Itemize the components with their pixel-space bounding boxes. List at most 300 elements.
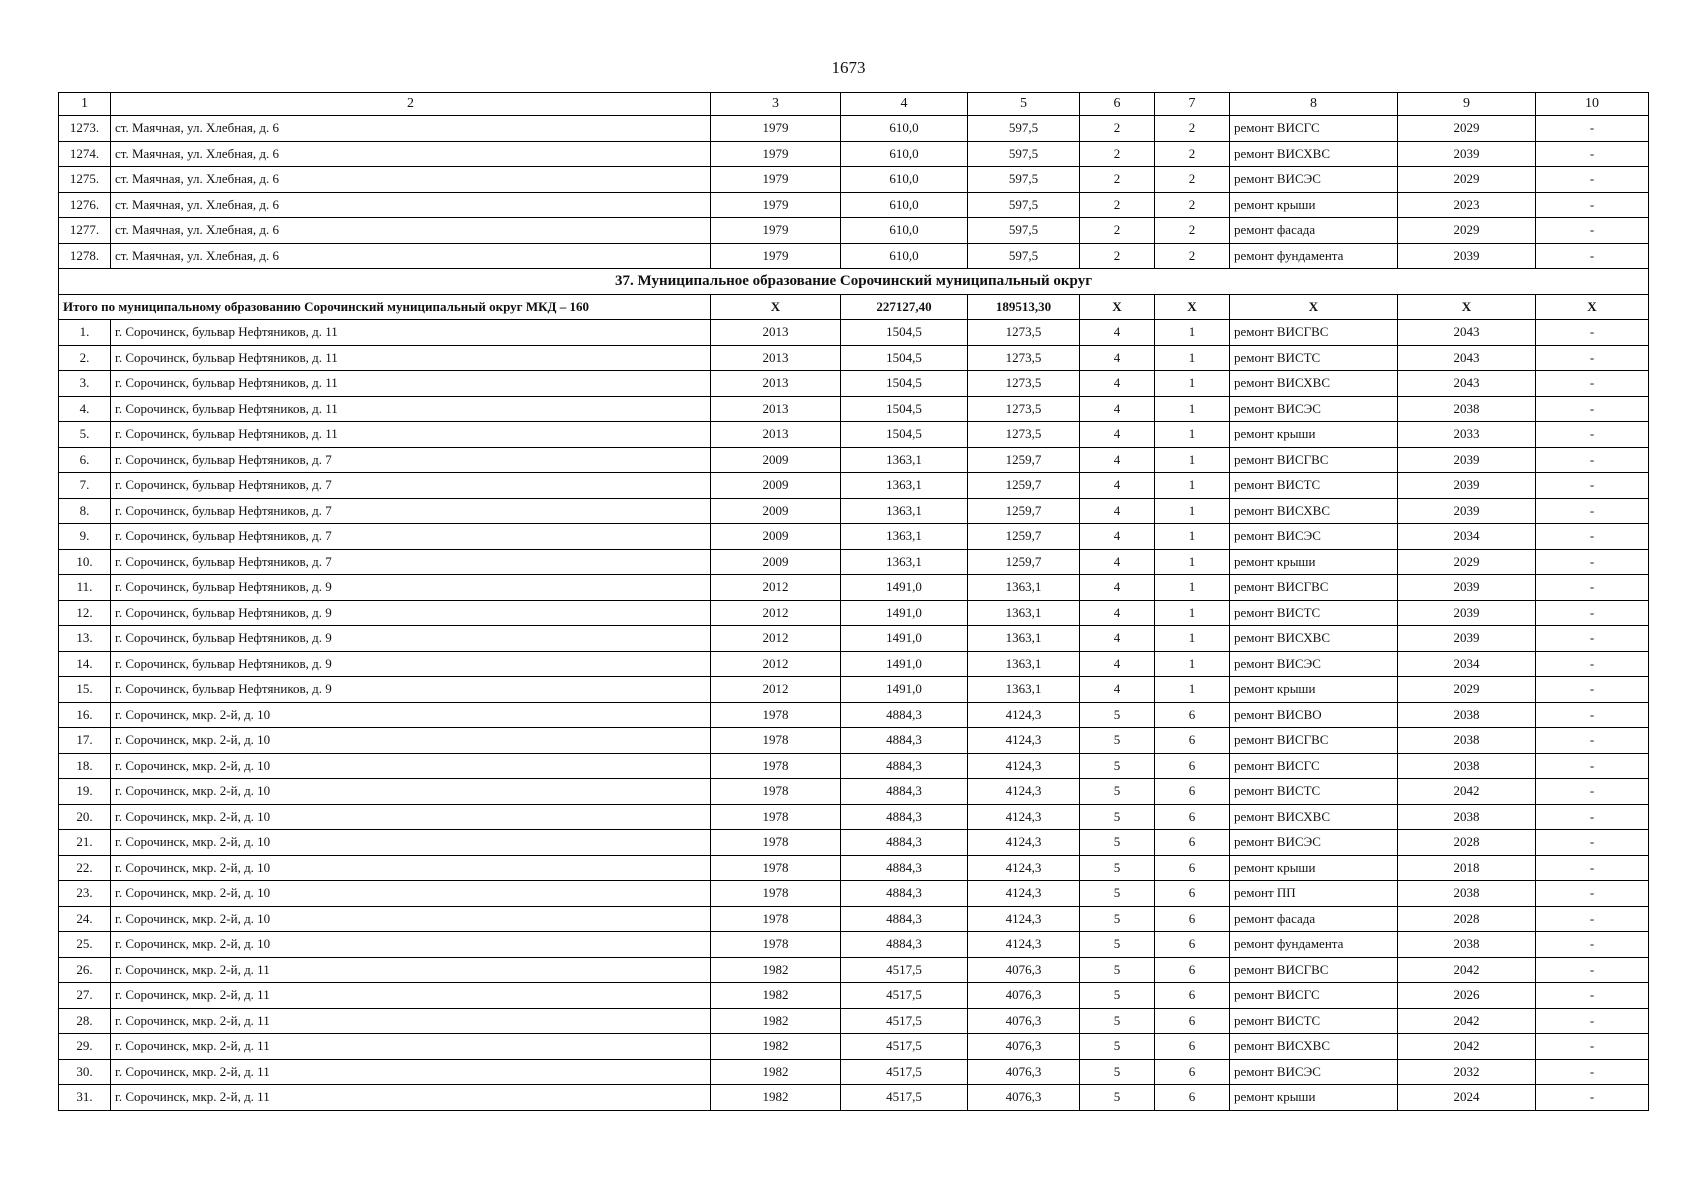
total-label-cell: Итого по муниципальному образованию Сорочинский муниципальный округ МКД – 160	[59, 294, 711, 320]
planned-year-cell: 2029	[1398, 677, 1536, 703]
table-row	[59, 1059, 1649, 1085]
column-header: 6	[1080, 93, 1155, 116]
total-entrances-cell: Х	[1155, 294, 1230, 320]
note-cell: -	[1536, 626, 1649, 652]
note-cell: -	[1536, 600, 1649, 626]
table-row	[59, 957, 1649, 983]
row-number-cell: 28.	[59, 1008, 111, 1034]
living-area-cell: 1363,1	[968, 651, 1080, 677]
planned-year-cell: 2043	[1398, 371, 1536, 397]
address-cell: г. Сорочинск, мкр. 2-й, д. 11	[111, 1059, 711, 1085]
table-row	[59, 549, 1649, 575]
address-cell: г. Сорочинск, бульвар Нефтяников, д. 11	[111, 371, 711, 397]
living-area-cell: 4076,3	[968, 957, 1080, 983]
entrances-cell: 6	[1155, 753, 1230, 779]
entrances-cell: 2	[1155, 218, 1230, 244]
living-area-cell: 4124,3	[968, 804, 1080, 830]
year-built-cell: 2013	[711, 371, 841, 397]
address-cell: г. Сорочинск, бульвар Нефтяников, д. 11	[111, 396, 711, 422]
living-area-cell: 4124,3	[968, 728, 1080, 754]
total-area-cell: 1504,5	[841, 320, 968, 346]
note-cell: -	[1536, 677, 1649, 703]
living-area-cell: 1273,5	[968, 345, 1080, 371]
planned-year-cell: 2028	[1398, 830, 1536, 856]
table-row	[59, 498, 1649, 524]
note-cell: -	[1536, 1085, 1649, 1111]
floors-cell: 5	[1080, 779, 1155, 805]
year-built-cell: 2009	[711, 473, 841, 499]
note-cell: -	[1536, 830, 1649, 856]
total-area-cell: 610,0	[841, 192, 968, 218]
entrances-cell: 6	[1155, 881, 1230, 907]
total-living-area-cell: 189513,30	[968, 294, 1080, 320]
entrances-cell: 2	[1155, 192, 1230, 218]
address-cell: г. Сорочинск, бульвар Нефтяников, д. 9	[111, 677, 711, 703]
entrances-cell: 6	[1155, 1034, 1230, 1060]
address-cell: г. Сорочинск, мкр. 2-й, д. 11	[111, 957, 711, 983]
floors-cell: 4	[1080, 651, 1155, 677]
entrances-cell: 6	[1155, 830, 1230, 856]
entrances-cell: 1	[1155, 422, 1230, 448]
living-area-cell: 1273,5	[968, 422, 1080, 448]
row-number-cell: 22.	[59, 855, 111, 881]
table-row	[59, 830, 1649, 856]
floors-cell: 4	[1080, 447, 1155, 473]
planned-year-cell: 2038	[1398, 396, 1536, 422]
address-cell: г. Сорочинск, мкр. 2-й, д. 10	[111, 804, 711, 830]
total-floors-cell: Х	[1080, 294, 1155, 320]
year-built-cell: 1979	[711, 243, 841, 269]
total-area-cell: 1363,1	[841, 447, 968, 473]
address-cell: г. Сорочинск, мкр. 2-й, д. 11	[111, 1034, 711, 1060]
note-cell: -	[1536, 855, 1649, 881]
floors-cell: 5	[1080, 983, 1155, 1009]
table-row	[59, 881, 1649, 907]
year-built-cell: 1982	[711, 1034, 841, 1060]
work-type-cell: ремонт ВИСХВС	[1230, 371, 1398, 397]
floors-cell: 5	[1080, 830, 1155, 856]
entrances-cell: 1	[1155, 651, 1230, 677]
living-area-cell: 4124,3	[968, 830, 1080, 856]
entrances-cell: 1	[1155, 677, 1230, 703]
column-number-header-row	[59, 93, 1649, 116]
work-type-cell: ремонт крыши	[1230, 192, 1398, 218]
year-built-cell: 2009	[711, 447, 841, 473]
living-area-cell: 4076,3	[968, 1085, 1080, 1111]
table-row	[59, 167, 1649, 193]
row-number-cell: 1274.	[59, 141, 111, 167]
row-number-cell: 11.	[59, 575, 111, 601]
work-type-cell: ремонт крыши	[1230, 677, 1398, 703]
address-cell: ст. Маячная, ул. Хлебная, д. 6	[111, 141, 711, 167]
total-area-cell: 4517,5	[841, 1008, 968, 1034]
planned-year-cell: 2024	[1398, 1085, 1536, 1111]
address-cell: г. Сорочинск, мкр. 2-й, д. 11	[111, 1008, 711, 1034]
living-area-cell: 1259,7	[968, 524, 1080, 550]
address-cell: ст. Маячная, ул. Хлебная, д. 6	[111, 116, 711, 142]
total-area-cell: 1504,5	[841, 396, 968, 422]
living-area-cell: 4076,3	[968, 1059, 1080, 1085]
note-cell: -	[1536, 779, 1649, 805]
living-area-cell: 1273,5	[968, 396, 1080, 422]
note-cell: -	[1536, 524, 1649, 550]
floors-cell: 4	[1080, 575, 1155, 601]
total-area-cell: 1504,5	[841, 345, 968, 371]
work-type-cell: ремонт крыши	[1230, 855, 1398, 881]
entrances-cell: 6	[1155, 702, 1230, 728]
entrances-cell: 1	[1155, 600, 1230, 626]
entrances-cell: 1	[1155, 549, 1230, 575]
row-number-cell: 29.	[59, 1034, 111, 1060]
total-area-cell: 4884,3	[841, 753, 968, 779]
address-cell: ст. Маячная, ул. Хлебная, д. 6	[111, 192, 711, 218]
row-number-cell: 23.	[59, 881, 111, 907]
living-area-cell: 1363,1	[968, 677, 1080, 703]
table-row	[59, 447, 1649, 473]
total-area-cell: 1491,0	[841, 626, 968, 652]
year-built-cell: 2009	[711, 524, 841, 550]
total-planned-year-cell: Х	[1398, 294, 1536, 320]
year-built-cell: 1979	[711, 116, 841, 142]
living-area-cell: 1273,5	[968, 320, 1080, 346]
row-number-cell: 20.	[59, 804, 111, 830]
work-type-cell: ремонт крыши	[1230, 549, 1398, 575]
work-type-cell: ремонт фундамента	[1230, 932, 1398, 958]
address-cell: г. Сорочинск, бульвар Нефтяников, д. 7	[111, 473, 711, 499]
note-cell: -	[1536, 932, 1649, 958]
floors-cell: 5	[1080, 855, 1155, 881]
row-number-cell: 1278.	[59, 243, 111, 269]
planned-year-cell: 2039	[1398, 626, 1536, 652]
year-built-cell: 1979	[711, 167, 841, 193]
floors-cell: 5	[1080, 906, 1155, 932]
entrances-cell: 1	[1155, 396, 1230, 422]
column-header: 10	[1536, 93, 1649, 116]
year-built-cell: 1978	[711, 728, 841, 754]
row-number-cell: 21.	[59, 830, 111, 856]
floors-cell: 5	[1080, 1034, 1155, 1060]
work-type-cell: ремонт фундамента	[1230, 243, 1398, 269]
work-type-cell: ремонт ВИСЭС	[1230, 1059, 1398, 1085]
address-cell: ст. Маячная, ул. Хлебная, д. 6	[111, 167, 711, 193]
column-header: 8	[1230, 93, 1398, 116]
note-cell: -	[1536, 549, 1649, 575]
table-row	[59, 677, 1649, 703]
year-built-cell: 1978	[711, 830, 841, 856]
table-row	[59, 779, 1649, 805]
row-number-cell: 6.	[59, 447, 111, 473]
planned-year-cell: 2029	[1398, 549, 1536, 575]
address-cell: ст. Маячная, ул. Хлебная, д. 6	[111, 243, 711, 269]
repair-register-table	[58, 92, 1649, 1111]
entrances-cell: 1	[1155, 498, 1230, 524]
floors-cell: 5	[1080, 1085, 1155, 1111]
row-number-cell: 14.	[59, 651, 111, 677]
planned-year-cell: 2042	[1398, 957, 1536, 983]
entrances-cell: 6	[1155, 779, 1230, 805]
floors-cell: 5	[1080, 1059, 1155, 1085]
row-number-cell: 15.	[59, 677, 111, 703]
note-cell: -	[1536, 702, 1649, 728]
floors-cell: 5	[1080, 804, 1155, 830]
living-area-cell: 1363,1	[968, 575, 1080, 601]
planned-year-cell: 2039	[1398, 473, 1536, 499]
entrances-cell: 6	[1155, 804, 1230, 830]
work-type-cell: ремонт ВИСЭС	[1230, 167, 1398, 193]
planned-year-cell: 2043	[1398, 345, 1536, 371]
entrances-cell: 6	[1155, 906, 1230, 932]
total-area-cell: 4884,3	[841, 932, 968, 958]
total-area-cell: 4884,3	[841, 702, 968, 728]
planned-year-cell: 2042	[1398, 779, 1536, 805]
row-number-cell: 5.	[59, 422, 111, 448]
planned-year-cell: 2038	[1398, 728, 1536, 754]
note-cell: -	[1536, 906, 1649, 932]
row-number-cell: 7.	[59, 473, 111, 499]
planned-year-cell: 2032	[1398, 1059, 1536, 1085]
floors-cell: 4	[1080, 549, 1155, 575]
page-number: 1673	[831, 58, 866, 77]
entrances-cell: 1	[1155, 447, 1230, 473]
table-row	[59, 906, 1649, 932]
total-area-cell: 610,0	[841, 167, 968, 193]
floors-cell: 4	[1080, 677, 1155, 703]
living-area-cell: 4124,3	[968, 881, 1080, 907]
year-built-cell: 1978	[711, 906, 841, 932]
note-cell: -	[1536, 1008, 1649, 1034]
table-row	[59, 473, 1649, 499]
note-cell: -	[1536, 498, 1649, 524]
living-area-cell: 597,5	[968, 141, 1080, 167]
work-type-cell: ремонт ВИСХВС	[1230, 498, 1398, 524]
note-cell: -	[1536, 651, 1649, 677]
address-cell: г. Сорочинск, мкр. 2-й, д. 10	[111, 779, 711, 805]
work-type-cell: ремонт ВИСГС	[1230, 753, 1398, 779]
total-area-cell: 1363,1	[841, 473, 968, 499]
year-built-cell: 1979	[711, 192, 841, 218]
floors-cell: 2	[1080, 243, 1155, 269]
table-row	[59, 1008, 1649, 1034]
floors-cell: 5	[1080, 881, 1155, 907]
address-cell: г. Сорочинск, мкр. 2-й, д. 10	[111, 728, 711, 754]
planned-year-cell: 2042	[1398, 1034, 1536, 1060]
work-type-cell: ремонт ВИСГВС	[1230, 575, 1398, 601]
entrances-cell: 1	[1155, 626, 1230, 652]
work-type-cell: ремонт ВИСТС	[1230, 473, 1398, 499]
floors-cell: 4	[1080, 600, 1155, 626]
living-area-cell: 597,5	[968, 116, 1080, 142]
note-cell: -	[1536, 804, 1649, 830]
floors-cell: 2	[1080, 116, 1155, 142]
floors-cell: 4	[1080, 473, 1155, 499]
living-area-cell: 4124,3	[968, 753, 1080, 779]
column-header: 9	[1398, 93, 1536, 116]
year-built-cell: 1982	[711, 1085, 841, 1111]
living-area-cell: 1259,7	[968, 549, 1080, 575]
note-cell: -	[1536, 320, 1649, 346]
row-number-cell: 16.	[59, 702, 111, 728]
living-area-cell: 4124,3	[968, 932, 1080, 958]
year-built-cell: 2013	[711, 320, 841, 346]
work-type-cell: ремонт ПП	[1230, 881, 1398, 907]
note-cell: -	[1536, 167, 1649, 193]
table-row	[59, 320, 1649, 346]
entrances-cell: 1	[1155, 371, 1230, 397]
year-built-cell: 1979	[711, 218, 841, 244]
year-built-cell: 1982	[711, 957, 841, 983]
note-cell: -	[1536, 575, 1649, 601]
address-cell: г. Сорочинск, бульвар Нефтяников, д. 9	[111, 575, 711, 601]
note-cell: -	[1536, 116, 1649, 142]
living-area-cell: 597,5	[968, 243, 1080, 269]
total-area-cell: 610,0	[841, 116, 968, 142]
total-area-cell: 4517,5	[841, 1034, 968, 1060]
total-area-cell: 1491,0	[841, 677, 968, 703]
work-type-cell: ремонт ВИСГС	[1230, 983, 1398, 1009]
note-cell: -	[1536, 141, 1649, 167]
row-number-cell: 30.	[59, 1059, 111, 1085]
year-built-cell: 2012	[711, 651, 841, 677]
table-row	[59, 753, 1649, 779]
total-area-cell: 1363,1	[841, 524, 968, 550]
total-area-cell: 1504,5	[841, 422, 968, 448]
floors-cell: 4	[1080, 345, 1155, 371]
living-area-cell: 1273,5	[968, 371, 1080, 397]
address-cell: г. Сорочинск, бульвар Нефтяников, д. 9	[111, 600, 711, 626]
table-row	[59, 192, 1649, 218]
row-number-cell: 1273.	[59, 116, 111, 142]
table-row	[59, 932, 1649, 958]
planned-year-cell: 2028	[1398, 906, 1536, 932]
address-cell: ст. Маячная, ул. Хлебная, д. 6	[111, 218, 711, 244]
row-number-cell: 8.	[59, 498, 111, 524]
planned-year-cell: 2038	[1398, 753, 1536, 779]
note-cell: -	[1536, 753, 1649, 779]
total-area-cell: 4517,5	[841, 1059, 968, 1085]
row-number-cell: 26.	[59, 957, 111, 983]
year-built-cell: 1978	[711, 753, 841, 779]
floors-cell: 2	[1080, 167, 1155, 193]
year-built-cell: 2013	[711, 345, 841, 371]
note-cell: -	[1536, 728, 1649, 754]
entrances-cell: 6	[1155, 1059, 1230, 1085]
total-area-cell: 4517,5	[841, 1085, 968, 1111]
total-area-cell: 227127,40	[841, 294, 968, 320]
planned-year-cell: 2043	[1398, 320, 1536, 346]
floors-cell: 4	[1080, 626, 1155, 652]
table-row	[59, 422, 1649, 448]
table-row	[59, 116, 1649, 142]
row-number-cell: 24.	[59, 906, 111, 932]
entrances-cell: 1	[1155, 345, 1230, 371]
row-number-cell: 25.	[59, 932, 111, 958]
floors-cell: 4	[1080, 524, 1155, 550]
year-built-cell: 1982	[711, 1059, 841, 1085]
work-type-cell: ремонт ВИСХВС	[1230, 1034, 1398, 1060]
entrances-cell: 2	[1155, 243, 1230, 269]
entrances-cell: 6	[1155, 855, 1230, 881]
floors-cell: 2	[1080, 218, 1155, 244]
year-built-cell: 2013	[711, 422, 841, 448]
address-cell: г. Сорочинск, мкр. 2-й, д. 10	[111, 906, 711, 932]
planned-year-cell: 2039	[1398, 600, 1536, 626]
total-work-type-cell: Х	[1230, 294, 1398, 320]
living-area-cell: 4124,3	[968, 906, 1080, 932]
planned-year-cell: 2023	[1398, 192, 1536, 218]
column-header: 3	[711, 93, 841, 116]
note-cell: -	[1536, 1059, 1649, 1085]
address-cell: г. Сорочинск, мкр. 2-й, д. 10	[111, 830, 711, 856]
total-area-cell: 1491,0	[841, 575, 968, 601]
floors-cell: 4	[1080, 371, 1155, 397]
row-number-cell: 9.	[59, 524, 111, 550]
column-header: 4	[841, 93, 968, 116]
address-cell: г. Сорочинск, мкр. 2-й, д. 11	[111, 1085, 711, 1111]
total-area-cell: 1491,0	[841, 600, 968, 626]
floors-cell: 4	[1080, 396, 1155, 422]
note-cell: -	[1536, 1034, 1649, 1060]
table-row	[59, 371, 1649, 397]
row-number-cell: 1277.	[59, 218, 111, 244]
note-cell: -	[1536, 192, 1649, 218]
note-cell: -	[1536, 422, 1649, 448]
table-row	[59, 1085, 1649, 1111]
entrances-cell: 1	[1155, 575, 1230, 601]
row-number-cell: 19.	[59, 779, 111, 805]
year-built-cell: 1978	[711, 932, 841, 958]
row-number-cell: 3.	[59, 371, 111, 397]
year-built-cell: 1982	[711, 983, 841, 1009]
note-cell: -	[1536, 396, 1649, 422]
note-cell: -	[1536, 447, 1649, 473]
entrances-cell: 6	[1155, 983, 1230, 1009]
total-row	[59, 294, 1649, 320]
total-area-cell: 610,0	[841, 218, 968, 244]
total-area-cell: 1363,1	[841, 498, 968, 524]
work-type-cell: ремонт ВИСТС	[1230, 345, 1398, 371]
entrances-cell: 6	[1155, 728, 1230, 754]
total-area-cell: 4884,3	[841, 881, 968, 907]
total-area-cell: 4884,3	[841, 855, 968, 881]
planned-year-cell: 2018	[1398, 855, 1536, 881]
total-area-cell: 4884,3	[841, 728, 968, 754]
address-cell: г. Сорочинск, мкр. 2-й, д. 10	[111, 881, 711, 907]
year-built-cell: 1979	[711, 141, 841, 167]
entrances-cell: 1	[1155, 524, 1230, 550]
total-area-cell: 1363,1	[841, 549, 968, 575]
planned-year-cell: 2039	[1398, 141, 1536, 167]
work-type-cell: ремонт ВИСВО	[1230, 702, 1398, 728]
address-cell: г. Сорочинск, бульвар Нефтяников, д. 11	[111, 345, 711, 371]
planned-year-cell: 2039	[1398, 447, 1536, 473]
living-area-cell: 4076,3	[968, 1034, 1080, 1060]
total-area-cell: 4884,3	[841, 830, 968, 856]
living-area-cell: 1259,7	[968, 498, 1080, 524]
column-header: 5	[968, 93, 1080, 116]
row-number-cell: 4.	[59, 396, 111, 422]
column-header: 7	[1155, 93, 1230, 116]
row-number-cell: 17.	[59, 728, 111, 754]
note-cell: -	[1536, 371, 1649, 397]
living-area-cell: 4076,3	[968, 1008, 1080, 1034]
planned-year-cell: 2034	[1398, 524, 1536, 550]
address-cell: г. Сорочинск, мкр. 2-й, д. 10	[111, 702, 711, 728]
total-area-cell: 4884,3	[841, 906, 968, 932]
planned-year-cell: 2038	[1398, 804, 1536, 830]
work-type-cell: ремонт ВИСХВС	[1230, 626, 1398, 652]
note-cell: -	[1536, 983, 1649, 1009]
table-row	[59, 855, 1649, 881]
